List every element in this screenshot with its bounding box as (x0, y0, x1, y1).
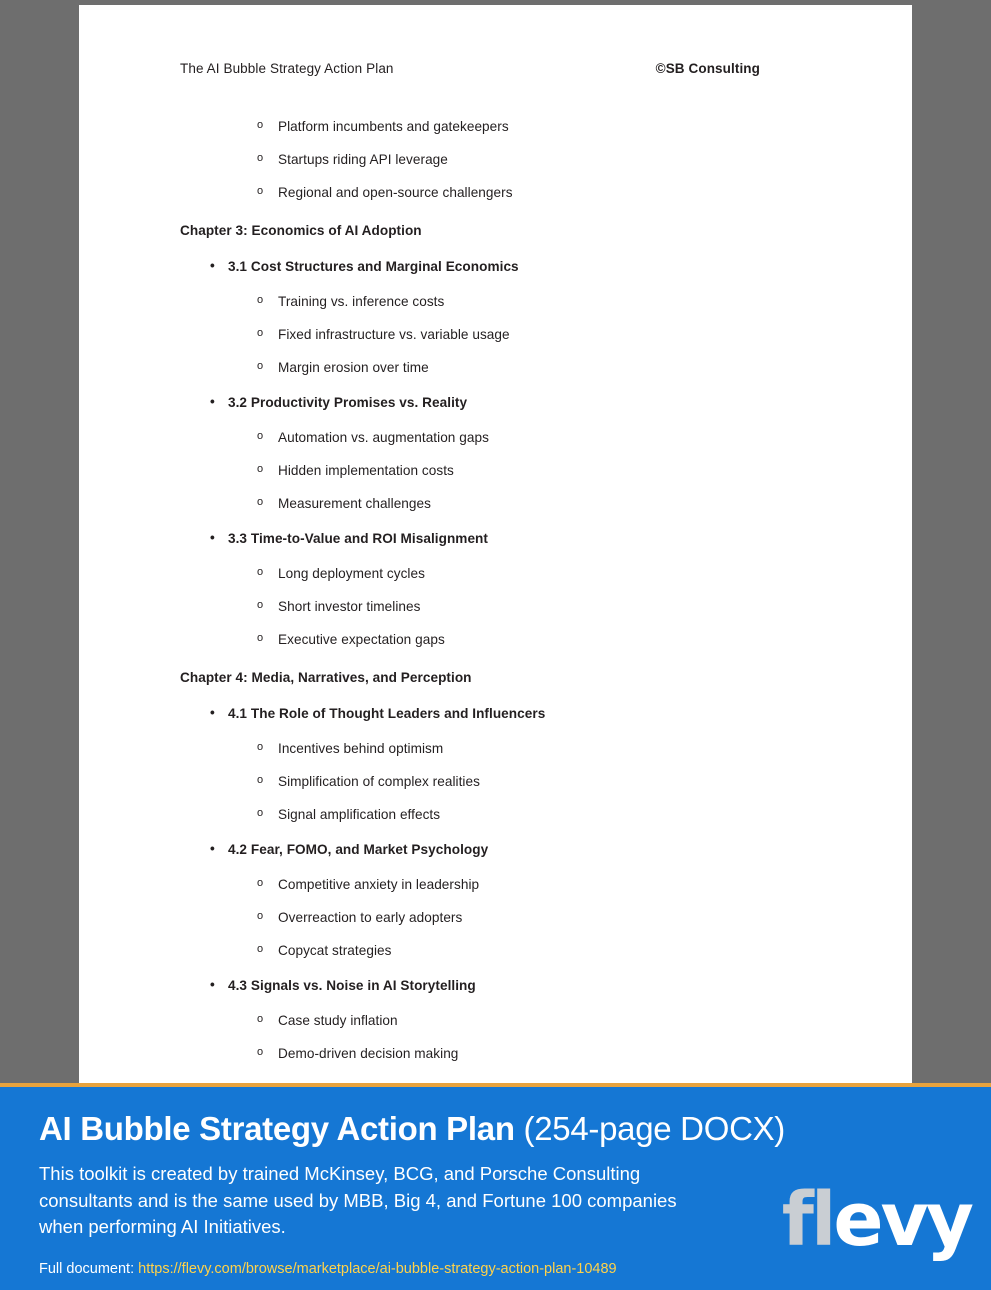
toc-section (180, 831, 872, 868)
banner-document-url[interactable]: https://flevy.com/browse/marketplace/ai-bubble-strategy-action-plan-10489 (138, 1261, 617, 1277)
toc-item (180, 351, 872, 384)
circle-bullet-icon: o (257, 327, 264, 339)
toc-entry-label: Short investor timelines (278, 599, 421, 614)
flevy-promo-banner (0, 1083, 991, 1290)
toc-entry-label: 4.1 The Role of Thought Leaders and Influencers (228, 706, 546, 721)
banner-title-row (39, 1111, 991, 1147)
circle-bullet-icon: o (257, 463, 264, 475)
circle-bullet-icon: o (257, 152, 264, 164)
toc-item (180, 798, 872, 831)
circle-bullet-icon: o (257, 496, 264, 508)
toc-entry-label: 3.1 Cost Structures and Marginal Economics (228, 259, 519, 274)
toc-entry-label: Automation vs. augmentation gaps (278, 430, 489, 445)
toc-item (180, 454, 872, 487)
toc-item (180, 590, 872, 623)
toc-item (180, 732, 872, 765)
toc-item (180, 285, 872, 318)
toc-entry-label: Chapter 3: Economics of AI Adoption (180, 223, 422, 238)
table-of-contents (180, 110, 872, 1070)
circle-bullet-icon: o (257, 430, 264, 442)
circle-bullet-icon: o (257, 943, 264, 955)
toc-entry-label: Platform incumbents and gatekeepers (278, 119, 509, 134)
circle-bullet-icon: o (257, 807, 264, 819)
circle-bullet-icon: o (257, 185, 264, 197)
circle-bullet-icon: o (257, 599, 264, 611)
toc-entry-label: Chapter 4: Media, Narratives, and Perception (180, 670, 472, 685)
bullet-icon: • (210, 530, 215, 545)
toc-item (180, 1004, 872, 1037)
toc-entry-label: Incentives behind optimism (278, 741, 444, 756)
toc-entry-label: Fixed infrastructure vs. variable usage (278, 327, 510, 342)
toc-entry-label: Simplification of complex realities (278, 774, 480, 789)
toc-item (180, 487, 872, 520)
toc-item (180, 901, 872, 934)
toc-section (180, 695, 872, 732)
toc-entry-label: Margin erosion over time (278, 360, 429, 375)
toc-entry-label: Competitive anxiety in leadership (278, 877, 480, 892)
circle-bullet-icon: o (257, 294, 264, 306)
toc-entry-label: Case study inflation (278, 1013, 398, 1028)
toc-item (180, 934, 872, 967)
flevy-logo-part-2: evy (833, 1177, 971, 1263)
circle-bullet-icon: o (257, 632, 264, 644)
toc-item (180, 1037, 872, 1070)
toc-entry-label: Regional and open-source challengers (278, 185, 513, 200)
toc-item (180, 421, 872, 454)
toc-entry-label: Hidden implementation costs (278, 463, 454, 478)
toc-section (180, 384, 872, 421)
toc-item (180, 110, 872, 143)
toc-entry-label: Signal amplification effects (278, 807, 441, 822)
bullet-icon: • (210, 705, 215, 720)
toc-entry-label: Demo-driven decision making (278, 1046, 459, 1061)
banner-link-row (39, 1261, 617, 1277)
toc-section (180, 248, 872, 285)
circle-bullet-icon: o (257, 741, 264, 753)
flevy-logo-part-1: fl (781, 1177, 834, 1263)
toc-chapter (180, 656, 872, 695)
banner-link-label: Full document: (39, 1261, 139, 1277)
circle-bullet-icon: o (257, 1046, 264, 1058)
flevy-logo[interactable] (781, 1177, 971, 1263)
bullet-icon: • (210, 258, 215, 273)
bullet-icon: • (210, 977, 215, 992)
toc-item (180, 176, 872, 209)
circle-bullet-icon: o (257, 360, 264, 372)
toc-chapter (180, 209, 872, 248)
circle-bullet-icon: o (257, 774, 264, 786)
toc-entry-label: Long deployment cycles (278, 566, 425, 581)
banner-page-count: (254-page DOCX) (523, 1110, 785, 1147)
toc-entry-label: Measurement challenges (278, 496, 431, 511)
toc-entry-label: Startups riding API leverage (278, 152, 448, 167)
circle-bullet-icon: o (257, 566, 264, 578)
circle-bullet-icon: o (257, 119, 264, 131)
document-page (79, 5, 912, 1083)
toc-entry-label: Copycat strategies (278, 943, 392, 958)
toc-entry-label: 4.3 Signals vs. Noise in AI Storytelling (228, 978, 476, 993)
circle-bullet-icon: o (257, 910, 264, 922)
toc-entry-label: 3.3 Time-to-Value and ROI Misalignment (228, 531, 488, 546)
toc-item (180, 143, 872, 176)
toc-entry-label: Training vs. inference costs (278, 294, 445, 309)
toc-item (180, 318, 872, 351)
circle-bullet-icon: o (257, 1013, 264, 1025)
banner-title: AI Bubble Strategy Action Plan (39, 1110, 515, 1147)
toc-entry-label: 3.2 Productivity Promises vs. Reality (228, 395, 468, 410)
toc-item (180, 623, 872, 656)
toc-entry-label: 4.2 Fear, FOMO, and Market Psychology (228, 842, 489, 857)
toc-item (180, 765, 872, 798)
toc-entry-label: Executive expectation gaps (278, 632, 445, 647)
header-document-title: The AI Bubble Strategy Action Plan (180, 61, 394, 76)
document-header (180, 61, 852, 76)
toc-item (180, 868, 872, 901)
bullet-icon: • (210, 841, 215, 856)
toc-section (180, 520, 872, 557)
circle-bullet-icon: o (257, 877, 264, 889)
banner-description: This toolkit is created by trained McKinsey, BCG, and Porsche Consulting consultants and is the same used by MBB, Big 4, and Fortune 100 companies when performing AI Initiatives. (39, 1163, 677, 1237)
toc-entry-label: Overreaction to early adopters (278, 910, 463, 925)
toc-item (180, 557, 872, 590)
bullet-icon: • (210, 394, 215, 409)
toc-section (180, 967, 872, 1004)
header-copyright: ©SB Consulting (655, 61, 760, 76)
